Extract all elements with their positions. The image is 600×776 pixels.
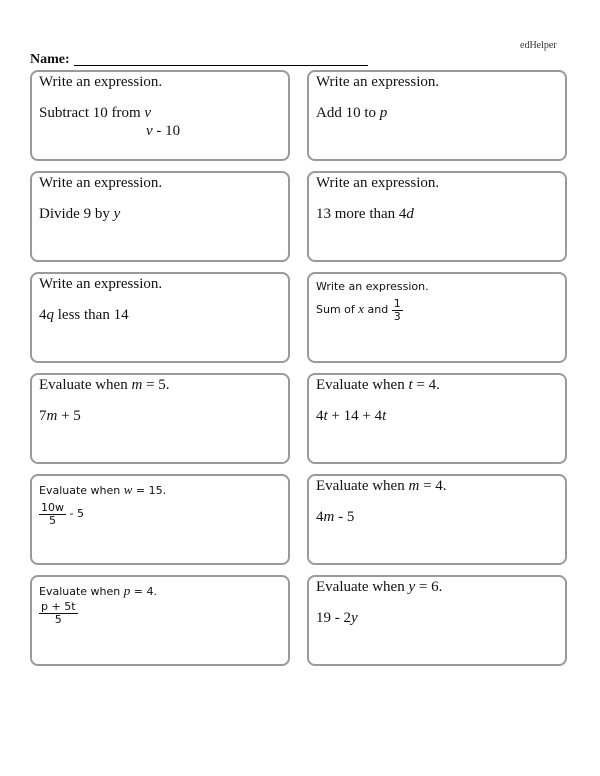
problem-8-heading: Evaluate when t = 4. xyxy=(316,377,440,393)
problem-card-5 xyxy=(30,272,290,363)
problem-5-prompt: 4q less than 14 xyxy=(39,307,129,323)
brand-label: edHelper xyxy=(520,40,557,51)
fraction: $\frac{p + 5t}{5}$ xyxy=(41,600,76,626)
problem-8-expression: 4t + 14 + 4t xyxy=(316,408,387,424)
problem-6-prompt: Sum of x and $\frac{1}{3}$ xyxy=(316,297,401,323)
problem-1-answer: v - 10 xyxy=(146,123,181,139)
problem-10-heading: Evaluate when m = 4. xyxy=(316,478,447,494)
problem-12-heading: Evaluate when y = 6. xyxy=(316,579,443,595)
problem-11-expression xyxy=(39,601,78,625)
fraction: $\frac{10w}{5}$ xyxy=(41,501,64,527)
problem-3-prompt: Divide 9 by y xyxy=(39,206,121,222)
problem-card-4 xyxy=(307,171,567,262)
problem-card-2 xyxy=(307,70,567,161)
problem-2-heading: Write an expression. xyxy=(316,74,440,90)
problem-card-12 xyxy=(307,575,567,666)
problem-6-heading: Write an expression. xyxy=(316,280,429,293)
name-blank-line[interactable] xyxy=(74,65,368,66)
problem-2-prompt: Add 10 to p xyxy=(316,105,388,121)
problem-card-7 xyxy=(30,373,290,464)
problem-11-heading: Evaluate when p = 4. xyxy=(39,583,157,598)
problem-3-heading: Write an expression. xyxy=(39,175,163,191)
problem-10-expression: 4m - 5 xyxy=(316,509,355,525)
problem-4-heading: Write an expression. xyxy=(316,175,440,191)
problem-card-6 xyxy=(307,272,567,363)
problem-card-9 xyxy=(30,474,290,565)
problem-9-expression: $\frac{10w}{5}$ - 5 xyxy=(41,501,84,527)
problem-4-prompt: 13 more than 4d xyxy=(316,206,414,222)
problem-card-10 xyxy=(307,474,567,565)
problem-12-expression: 19 - 2y xyxy=(316,610,358,626)
problem-9-heading: Evaluate when w = 15. xyxy=(39,482,167,497)
problem-card-11 xyxy=(30,575,290,666)
problem-card-8 xyxy=(307,373,567,464)
name-label: Name: xyxy=(30,52,70,67)
problem-card-3 xyxy=(30,171,290,262)
problem-card-1 xyxy=(30,70,290,161)
fraction: $\frac{1}{3}$ xyxy=(393,297,401,323)
problem-5-heading: Write an expression. xyxy=(39,276,163,292)
problem-1-prompt: Subtract 10 from v xyxy=(39,105,152,121)
problem-7-heading: Evaluate when m = 5. xyxy=(39,377,170,393)
problem-1-heading: Write an expression. xyxy=(39,74,163,90)
problem-7-expression: 7m + 5 xyxy=(39,408,81,424)
